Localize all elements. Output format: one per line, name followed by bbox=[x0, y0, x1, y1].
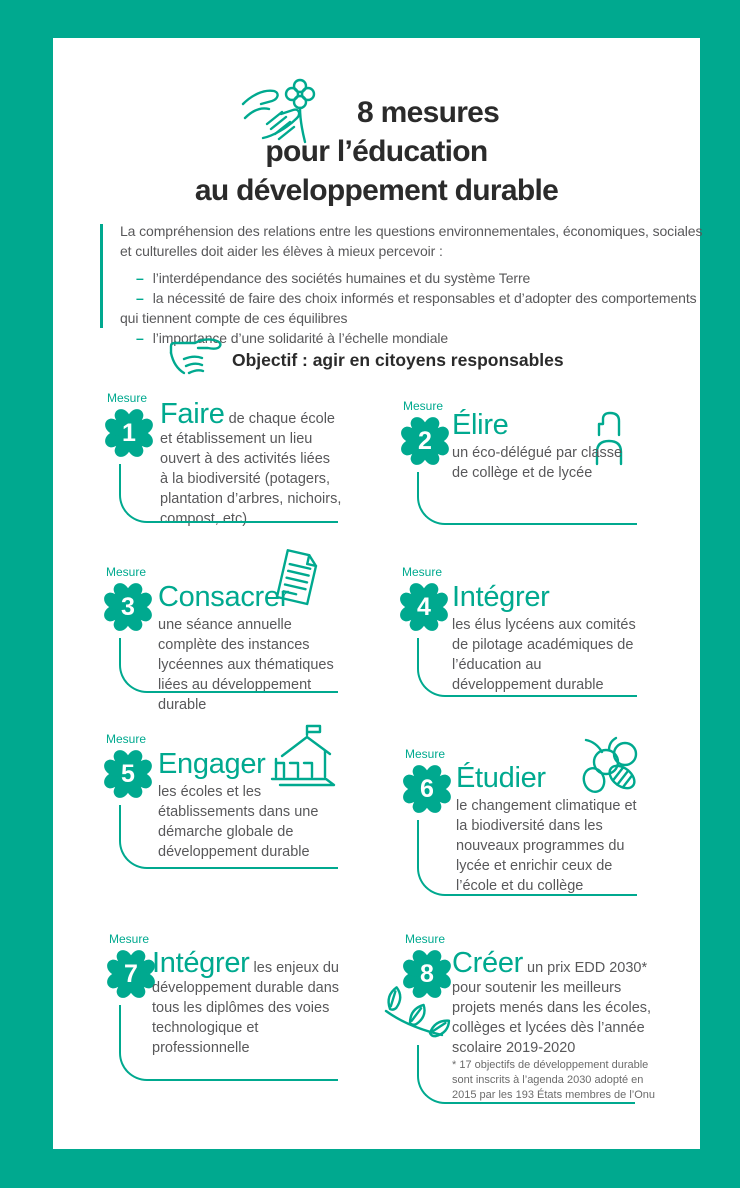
measure-5-label: Mesure bbox=[106, 732, 147, 746]
measure-8-text bbox=[452, 948, 652, 1058]
measure-3-body: une séance annuelle complète des instances lycéennes aux thématiques liées au développement durable bbox=[158, 617, 334, 713]
measure-8-number: 8 bbox=[420, 959, 434, 988]
measure-6-keyword: Étudier bbox=[456, 762, 546, 794]
intro-bullet-text: la nécessité de faire des choix informés et responsables et d’adopter des comportements qui tiennent compte de ces équilibres bbox=[120, 290, 697, 326]
measure-7-number: 7 bbox=[124, 959, 138, 988]
measure-6-connector-line bbox=[417, 820, 637, 896]
measure-7-body: les enjeux du développement durable dans tous les diplômes des voies technologique et professionnelle bbox=[152, 960, 340, 1056]
measure-5-keyword: Engager bbox=[158, 748, 266, 780]
clover-icon bbox=[395, 578, 453, 636]
measure-8-keyword: Créer bbox=[452, 947, 524, 979]
measure-3-label: Mesure bbox=[106, 565, 147, 579]
measure-2-label: Mesure bbox=[403, 399, 444, 413]
measure-8-body: un prix EDD 2030* pour soutenir les meilleurs projets menés dans les écoles, collèges et lycées dès l’année scolaire 2019-2020 bbox=[452, 960, 652, 1056]
intro-bullet bbox=[120, 268, 708, 288]
bullet-dash-icon: – bbox=[136, 290, 144, 306]
measure-5-body: les écoles et les établissements dans une démarche globale de développement durable bbox=[158, 784, 319, 860]
measure-4-body: les élus lycéens aux comités de pilotage académiques de l’éducation au développement durable bbox=[452, 617, 636, 693]
page-title-line3: au développement durable bbox=[194, 174, 559, 207]
measure-3-keyword: Consacrer bbox=[158, 581, 290, 613]
measure-5-number: 5 bbox=[121, 759, 135, 788]
pointing-hand-icon bbox=[168, 337, 226, 381]
measure-6-label: Mesure bbox=[405, 747, 446, 761]
intro-bullet bbox=[120, 288, 708, 328]
measure-7-connector-line bbox=[119, 1005, 338, 1081]
intro-block bbox=[120, 221, 708, 348]
clover-icon bbox=[100, 404, 158, 462]
page-title-line1: 8 mesures bbox=[357, 96, 500, 129]
measure-2-number: 2 bbox=[418, 426, 432, 455]
measure-5-connector-line bbox=[119, 805, 338, 869]
measure-6-number: 6 bbox=[420, 774, 434, 803]
intro-lead: La compréhension des relations entre les questions environnementales, économiques, sociales et culturelles doit aider les élèves à mieux percevoir : bbox=[120, 223, 703, 259]
measure-1-number: 1 bbox=[122, 418, 136, 447]
clover-icon bbox=[99, 745, 157, 803]
measure-4-connector-line bbox=[417, 638, 637, 697]
measure-1-label: Mesure bbox=[107, 391, 148, 405]
bullet-dash-icon: – bbox=[136, 270, 144, 286]
measure-3-connector-line bbox=[119, 638, 338, 693]
clover-icon bbox=[396, 412, 454, 470]
measure-8-connector-line bbox=[417, 1045, 635, 1104]
bullet-dash-icon: – bbox=[136, 330, 144, 346]
measure-4-number: 4 bbox=[417, 592, 431, 621]
measure-2-connector-line bbox=[417, 472, 637, 525]
measure-3-number: 3 bbox=[121, 592, 135, 621]
footnote: * 17 objectifs de développement durable sont inscrits à l’agenda 2030 adopté en 2015 par les 193 États membres de l’Onu bbox=[452, 1059, 656, 1101]
measure-1-connector-line bbox=[119, 464, 338, 523]
measure-2-keyword: Élire bbox=[452, 409, 509, 441]
intro-bullet-text: l’interdépendance des sociétés humaines et du système Terre bbox=[152, 270, 531, 286]
page-title-line2: pour l’éducation bbox=[265, 135, 488, 168]
measure-8-label: Mesure bbox=[405, 932, 446, 946]
measure-7-keyword: Intégrer bbox=[152, 947, 250, 979]
objective-label: Objectif : agir en citoyens responsables bbox=[232, 350, 564, 370]
intro-bullet-text: l’importance d’une solidarité à l’échelle mondiale bbox=[152, 330, 449, 346]
measure-1-keyword: Faire bbox=[160, 398, 225, 430]
clover-icon bbox=[398, 760, 456, 818]
measure-1-body: de chaque école et établissement un lieu ouvert à des activités liées à la biodiversité (potagers, plantation d’arbres, nichoirs, compost, etc) bbox=[160, 411, 342, 527]
clover-icon bbox=[99, 578, 157, 636]
measure-2-body: un éco-délégué par classe de collège et de lycée bbox=[452, 445, 623, 481]
intro-accent-bar bbox=[100, 224, 103, 328]
measure-7-label: Mesure bbox=[109, 932, 150, 946]
measure-4-label: Mesure bbox=[402, 565, 443, 579]
measure-4-keyword: Intégrer bbox=[452, 581, 550, 613]
measure-6-body: le changement climatique et la biodiversité dans les nouveaux programmes du lycée et enrichir ceux de l’école et du collège bbox=[456, 798, 637, 894]
